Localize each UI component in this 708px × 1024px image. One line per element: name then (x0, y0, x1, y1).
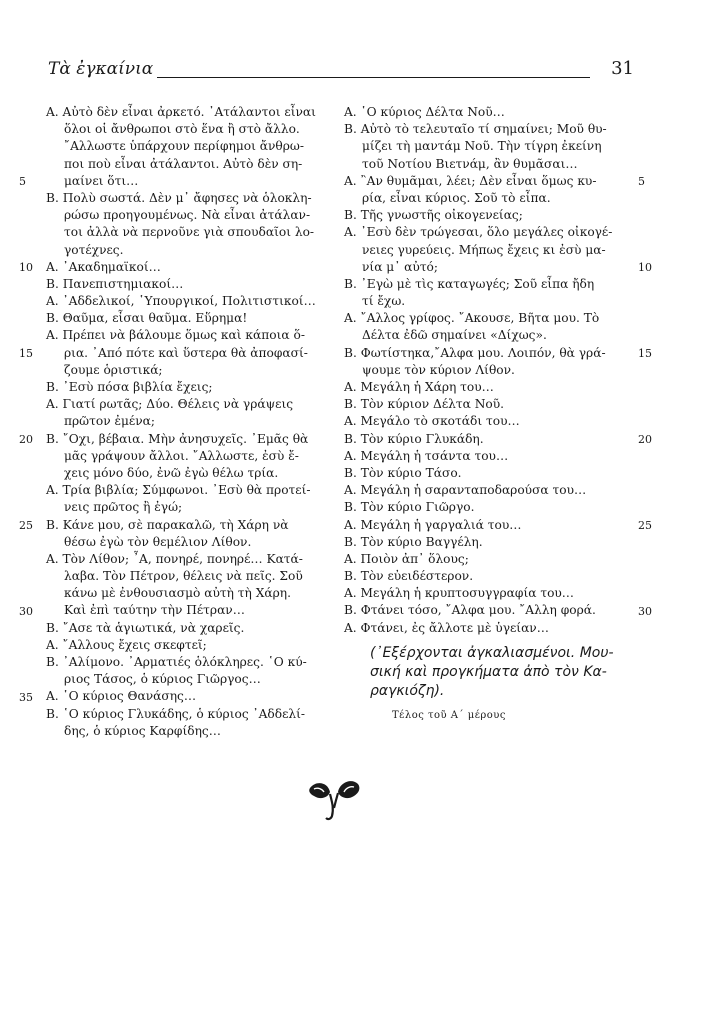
text-line: B. ῎Οχι, βέβαια. Μὴν ἀνησυχεῖς. ᾿Εμᾶς θὰ (46, 431, 309, 446)
text-line: χεις μόνο δύο, ἐνῶ ἐγὼ θέλω τρία. (64, 465, 279, 480)
text-line: A. ῎Αλλος γρίφος. ῎Ακουσε, Βῆτα μου. Τὸ (344, 311, 600, 326)
text-line: B. Τὸν κύριο Γιῶργο. (344, 500, 475, 515)
running-header (48, 58, 634, 82)
stage-line: ραγκιόζη). (370, 683, 445, 699)
line-number: 15 (638, 346, 652, 360)
text-line: Δέλτα ἐδῶ σημαίνει «Δίχως». (362, 328, 547, 343)
text-line: A. ῾Ο κύριος Θανάσης… (46, 689, 197, 704)
text-line: A. Μεγάλη ἡ Χάρη του… (344, 380, 494, 394)
text-line: ζουμε ὁριστικά; (64, 362, 163, 377)
end-of-part-note: Τέλος τοῦ Α΄ μέρους (392, 710, 506, 721)
text-line: A. Μεγάλο τὸ σκοτάδι του… (344, 414, 520, 429)
text-line: A. Μεγάλη ἡ κρυπτοσυγγραφία του… (344, 586, 574, 601)
text-line: μίζει τὴ μαντάμ Νοῦ. Τὴν τίγρη ἐκείνη (362, 139, 602, 154)
text-line: ποι ποὺ εἶναι ἀτάλαντοι. Αὐτὸ δὲν ση- (64, 156, 303, 171)
text-line: B. ᾿Εγὼ μὲ τὶς καταγωγές; Σοῦ εἶπα ἤδη (344, 276, 595, 291)
text-line: A. ῍Αν θυμᾶμαι, λέει; Δὲν εἶναι ὅμως κυ- (344, 173, 597, 188)
text-line: A. ᾿Εσὺ δὲν τρώγεσαι, ὅλο μεγάλες οἰκογέ- (344, 225, 613, 240)
text-line: A. Μεγάλη ἡ σαρανταποδαρούσα του… (344, 483, 587, 498)
text-line: A. Μεγάλη ἡ γαργαλιά του… (344, 517, 522, 532)
header-rule (144, 77, 590, 78)
text-line: B. Πολὺ σωστά. Δὲν μ᾿ ἄφησες νὰ ὁλοκλη- (46, 190, 312, 205)
text-line: B. Τὸν κύριο Γλυκάδη. (344, 431, 484, 446)
text-line: μᾶς γράψουν ἄλλοι. ῎Αλλωστε, ἐσὺ ἔ- (64, 448, 299, 463)
text-line: λαβα. Τὸν Πέτρον, θέλεις νὰ πεῖς. Σοῦ (64, 569, 303, 584)
text-line: δης, ὁ κύριος Καρφίδης… (64, 723, 221, 738)
text-line: A. Τὸν Λίθον; ῏Α, πονηρέ, πονηρέ… Κατά- (46, 551, 303, 566)
line-number: 15 (19, 346, 33, 360)
text-line: ρία, εἶναι κύριος. Σοῦ τὸ εἶπα. (362, 190, 551, 205)
stage-line: (᾿Εξέρχονται ἀγκαλιασμένοι. Μου- (370, 645, 614, 661)
text-line: A. Αὐτὸ δὲν εἶναι ἀρκετό. ᾿Ατάλαντοι εἶναι (46, 105, 316, 119)
line-number: 20 (19, 432, 33, 446)
right-column (344, 104, 630, 637)
text-line: νειες γυρεύεις. Μήπως ἔχεις κι ἐσὺ μα- (362, 242, 606, 257)
text-line: νία μ᾿ αὐτό; (362, 259, 439, 274)
text-line: A. Πρέπει νὰ βάλουμε ὅμως καὶ κάποια ὅ- (46, 328, 305, 343)
text-line: B. Πανεπιστημιακοί… (46, 276, 184, 291)
line-number: 25 (638, 518, 652, 532)
text-line: ρώσω προηγουμένως. Νὰ εἶναι ἀτάλαν- (64, 208, 311, 223)
text-line: κάνω μὲ ἐνθουσιασμὸ αὐτὴ τὴ Χάρη. (64, 586, 291, 601)
text-line: ῎Αλλωστε ὑπάρχουν περίφημοι ἄνθρω- (64, 139, 304, 154)
text-line: A. ᾿Ακαδημαϊκοί… (46, 259, 161, 274)
text-line: νεις πρῶτος ἢ ἐγώ; (64, 500, 183, 515)
line-number: 30 (19, 604, 33, 618)
text-line: B. Τὸν εὐειδέστερον. (344, 569, 474, 584)
line-number: 10 (638, 260, 652, 274)
text-line: B. Τὸν κύριο Βαγγέλη. (344, 534, 483, 549)
text-line: B. Κάνε μου, σὲ παρακαλῶ, τὴ Χάρη νὰ (46, 517, 289, 532)
line-number: 10 (19, 260, 33, 274)
line-number: 30 (638, 604, 652, 618)
text-line: μαίνει ὅτι… (64, 173, 139, 188)
text-line: A. ῎Αλλους ἔχεις σκεφτεῖ; (46, 637, 207, 652)
text-line: A. Ποιὸν ἀπ᾿ ὅλους; (344, 551, 469, 566)
left-column (46, 104, 328, 740)
text-line: B. ᾿Αλίμονο. ᾿Αρματιές ὁλόκληρες. ῾Ο κύ- (46, 655, 307, 669)
text-line: τοῦ Νοτίου Βιετνάμ, ἂν θυμᾶσαι… (362, 156, 578, 171)
text-line: B. Φτάνει τόσο, ῎Αλφα μου. ῎Αλλη φορά. (344, 603, 596, 618)
text-line: τί ἔχω. (362, 294, 406, 309)
text-line: Καὶ ἐπὶ ταύτην τὴν Πέτραν… (64, 603, 245, 618)
page-number: 31 (611, 58, 634, 79)
text-line: B. ῾Ο κύριος Γλυκάδης, ὁ κύριος ᾿Αδδελί- (46, 706, 306, 721)
line-number: 20 (638, 432, 652, 446)
line-number: 25 (19, 518, 33, 532)
text-line: B. Θαῦμα, εἶσαι θαῦμα. Εὕρημα! (46, 311, 248, 326)
text-line: B. Φωτίστηκα,῎Αλφα μου. Λοιπόν, θὰ γρά- (344, 345, 606, 360)
text-line: B. ᾿Εσὺ πόσα βιβλία ἔχεις; (46, 380, 213, 394)
text-line: A. Φτάνει, ἐς ἄλλοτε μὲ ὑγείαν… (344, 620, 549, 635)
line-number: 35 (19, 690, 33, 704)
text-line: τοι ἀλλὰ νὰ περνοῦνε γιὰ σπουδαῖοι λο- (64, 225, 315, 240)
line-number: 5 (638, 174, 645, 188)
stage-line: σική καὶ προγκήματα ἀπὸ τὸν Κα- (370, 664, 607, 680)
text-line: B. Τὸν κύριον Δέλτα Νοῦ. (344, 397, 505, 412)
text-line: A. Μεγάλη ἡ τσάντα του… (344, 448, 509, 463)
text-line: ρια. ᾿Από πότε καὶ ὕστερα θὰ ἀποφασί- (64, 345, 308, 360)
text-line: ψουμε τὸν κύριον Λίθον. (362, 362, 515, 377)
running-title: Τὰ ἐγκαίνια (48, 58, 157, 80)
text-line: B. Αὐτὸ τὸ τελευταῖο τί σημαίνει; Μοῦ θυ- (344, 122, 607, 137)
text-line: ριος Τάσος, ὁ κύριος Γιῶργος… (64, 672, 261, 687)
stage-direction (370, 644, 632, 701)
text-line: A. ῾Ο κύριος Δέλτα Νοῦ… (344, 105, 505, 119)
line-number: 5 (19, 174, 26, 188)
text-line: ὅλοι οἱ ἄνθρωποι στὸ ἕνα ἢ στὸ ἄλλο. (64, 122, 300, 137)
text-line: πρῶτον ἐμένα; (64, 414, 155, 429)
text-line: B. ῎Ασε τὰ ἁγιωτικά, νὰ χαρεῖς. (46, 620, 245, 635)
text-line: γοτέχνες. (64, 242, 124, 257)
leaf-ornament-icon (304, 778, 364, 822)
text-line: A. Γιατί ρωτᾶς; Δύο. Θέλεις νὰ γράψεις (46, 397, 294, 412)
text-line: A. ᾿Αδδελικοί, ῾Υπουργικοί, Πολιτιστικοί… (46, 294, 316, 309)
text-line: B. Τῆς γνωστῆς οἰκογενείας; (344, 208, 523, 223)
text-line: θέσω ἐγὼ τὸν θεμέλιον Λίθον. (64, 534, 252, 549)
text-line: B. Τὸν κύριο Τάσο. (344, 465, 462, 480)
text-line: A. Τρία βιβλία; Σύμφωνοι. ᾿Εσὺ θὰ προτεί- (46, 483, 311, 498)
